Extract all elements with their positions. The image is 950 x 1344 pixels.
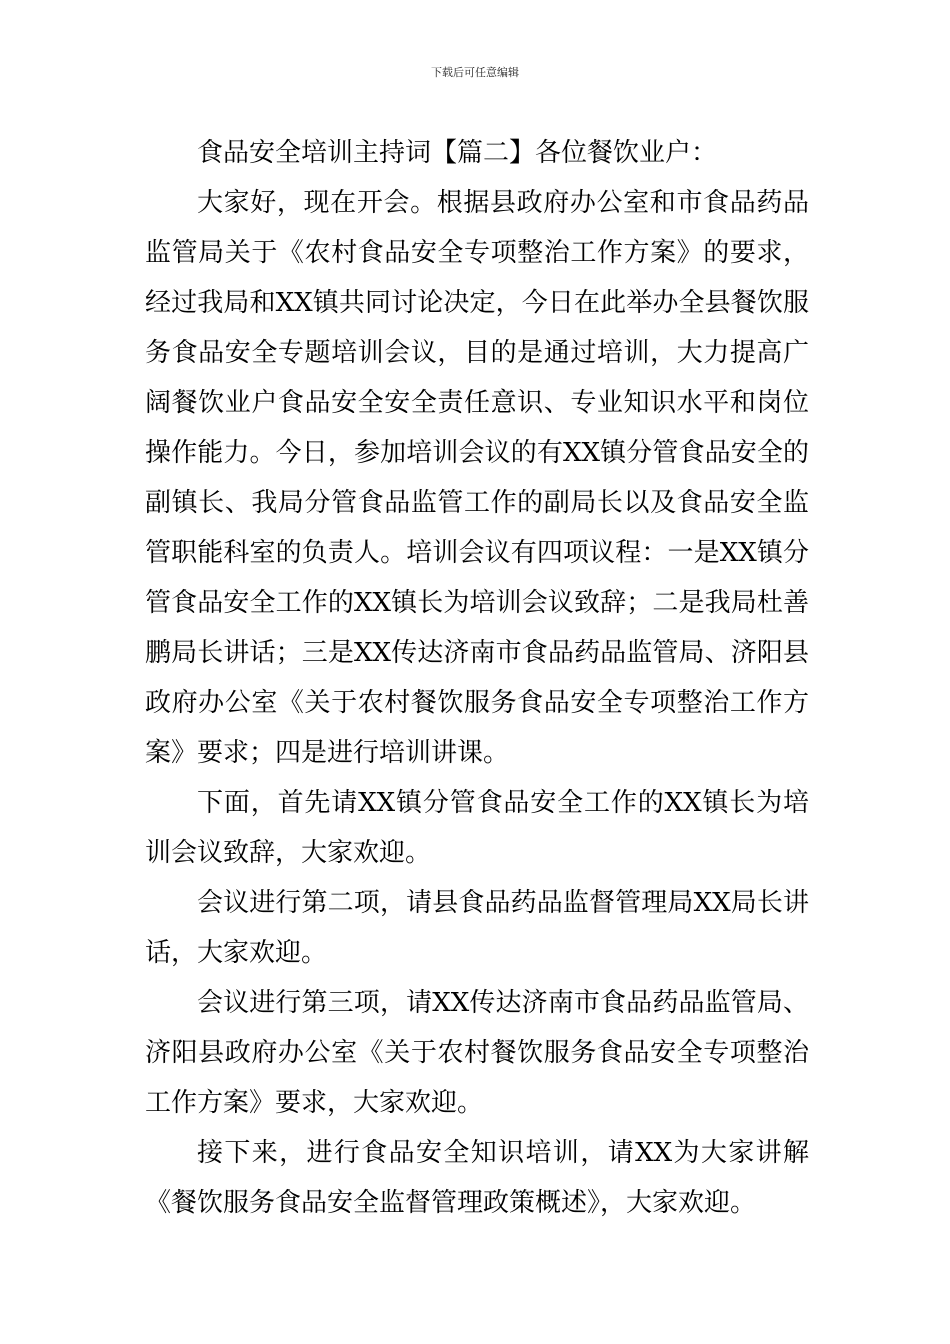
paragraph-opening: 大家好，现在开会。根据县政府办公室和市食品药品监管局关于《农村食品安全专项整治工作方案》的要求，经过我局和XX镇共同讨论决定，今日在此举办全县餐饮服务食品安全专题培训会议，目的是通过培训，大力提高广阔餐饮业户食品安全安全责任意识、专业知识水平和岗位操作能力。今日，参加培训会议的有XX镇分管食品安全的副镇长、我局分管食品监管工作的副局长以及食品安全监管职能科室的负责人。培训会议有四项议程：一是XX镇分管食品安全工作的XX镇长为培训会议致辞；二是我局杜善鹏局长讲话；三是XX传达济南市食品药品监管局、济阳县政府办公室《关于农村餐饮服务食品安全专项整治工作方案》要求；四是进行培训讲课。 — [145, 188, 809, 768]
paragraph-training: 接下来，进行食品安全知识培训，请XX为大家讲解《餐饮服务食品安全监督管理政策概述》，大家欢迎。 — [145, 1138, 809, 1218]
paragraph-second-agenda: 会议进行第二项，请县食品药品监督管理局XX局长讲话，大家欢迎。 — [145, 888, 809, 968]
document-body — [145, 128, 809, 1228]
document-title-line: 食品安全培训主持词【篇二】各位餐饮业户： — [197, 138, 718, 168]
paragraph-first-agenda: 下面，首先请XX镇分管食品安全工作的XX镇长为培训会议致辞，大家欢迎。 — [145, 788, 809, 868]
paragraph-third-agenda: 会议进行第三项，请XX传达济南市食品药品监管局、济阳县政府办公室《关于农村餐饮服务食品安全专项整治工作方案》要求，大家欢迎。 — [145, 988, 809, 1118]
page-header-note: 下载后可任意编辑 — [431, 66, 519, 79]
